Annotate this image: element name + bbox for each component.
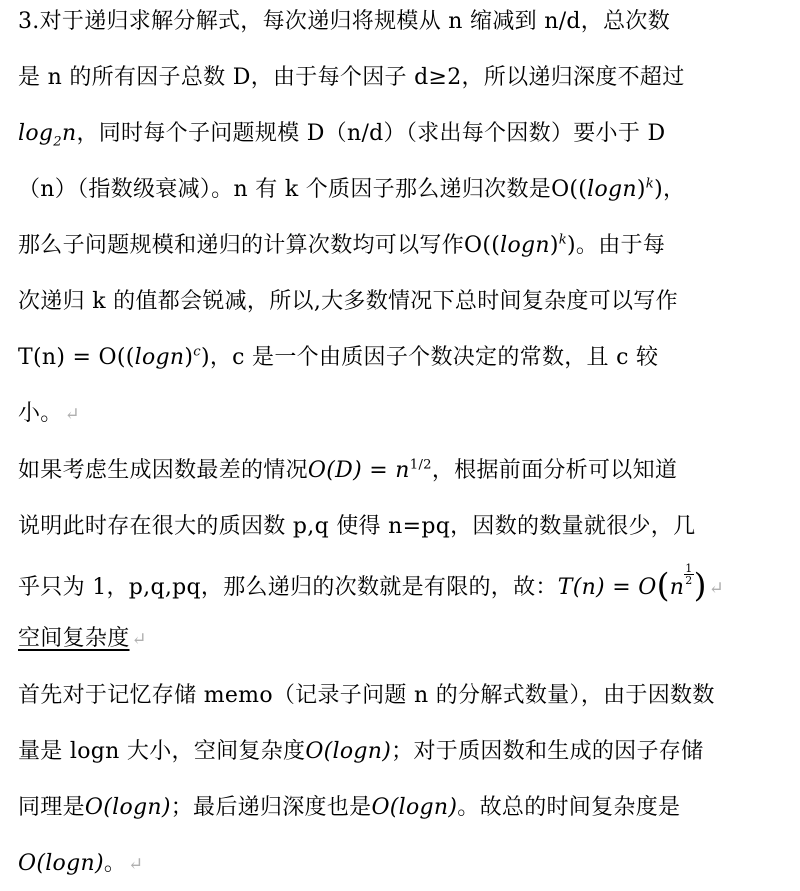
paragraph-mark-icon: ↵ <box>128 854 144 875</box>
text-span: 同理是 <box>18 795 85 820</box>
text-line <box>18 2 670 42</box>
text-span: )， <box>654 177 686 202</box>
text-span: 。故总的时间复杂度是 <box>457 795 681 820</box>
text-line <box>18 394 80 434</box>
text-line <box>18 788 680 828</box>
paragraph-mark-icon: ↵ <box>131 629 147 650</box>
text-span: 乎只为 1，p,q,pq，那么递归的次数就是有限的，故： <box>18 574 558 600</box>
math-span: logn <box>500 233 550 258</box>
math-span: T(n) = O <box>557 574 657 600</box>
math-superscript: c <box>193 344 201 360</box>
paragraph-mark-icon: ↵ <box>708 577 725 599</box>
text-line <box>18 844 144 884</box>
math-superscript: k <box>558 232 568 248</box>
math-span: logn <box>587 177 637 202</box>
math-span: n <box>669 574 685 600</box>
text-span: 首先对于记忆存储 memo（记录子问题 n 的分解式数量），由于因数数 <box>18 683 715 708</box>
math-span: n <box>61 121 77 146</box>
text-line <box>18 676 715 716</box>
text-span: （n）（指数级衰减）。n 有 k 个质因子那么递归次数是 <box>18 177 552 202</box>
math-span: T(n) = O(( <box>18 345 135 370</box>
text-span: 小。 <box>18 401 63 426</box>
text-span: ；最后递归深度也是 <box>170 795 372 820</box>
section-heading: 空间复杂度 <box>18 626 130 651</box>
text-line <box>18 507 695 547</box>
math-superscript: 1/2 <box>409 457 432 473</box>
math-span: O(logn) <box>18 851 104 876</box>
text-span: 说明此时存在很大的质因数 p,q 使得 n=pq，因数的数量就很少，几 <box>18 514 696 539</box>
math-span: O(logn) <box>371 795 458 820</box>
text-span: 是 n 的所有因子总数 D，由于每个因子 d≥2，所以递归深度不超过 <box>18 65 685 90</box>
math-span: O(logn) <box>305 739 392 764</box>
math-fraction <box>684 563 693 586</box>
math-span: O(( <box>464 233 501 258</box>
text-span: 3.对于递归求解分解式，每次递归将规模从 n 缩减到 n/d，总次数 <box>18 9 671 34</box>
text-line <box>18 170 685 210</box>
text-span: 。 <box>103 851 127 876</box>
text-span: )，c 是一个由质因子个数决定的常数，且 c 较 <box>200 345 659 370</box>
text-line <box>18 226 665 266</box>
math-span: O(D) = n <box>307 458 410 483</box>
paragraph-mark-icon: ↵ <box>64 404 80 425</box>
math-span: O(logn) <box>84 795 171 820</box>
fraction-numerator: 1 <box>685 562 693 575</box>
section-heading-line <box>18 619 147 659</box>
fraction-denominator: 2 <box>685 574 693 587</box>
text-line <box>18 282 678 322</box>
text-span: ，同时每个子问题规模 D（n/d）（求出每个因数）要小于 D <box>76 121 666 146</box>
math-superscript: k <box>645 176 655 192</box>
text-span: )。由于每 <box>567 233 666 258</box>
right-paren: ) <box>693 565 707 605</box>
left-paren: ( <box>656 565 670 605</box>
text-line <box>18 338 658 378</box>
text-line <box>18 58 685 98</box>
math-span: log <box>18 121 54 146</box>
text-span: ，根据前面分析可以知道 <box>431 458 678 483</box>
math-span: ) <box>549 233 559 258</box>
math-span: logn <box>134 345 185 370</box>
text-span: 那么子问题规模和递归的计算次数均可以写作 <box>18 233 465 258</box>
math-span: ) <box>636 177 646 202</box>
text-line <box>18 732 703 772</box>
math-span: O(( <box>551 177 588 202</box>
text-span: 如果考虑生成因数最差的情况 <box>18 458 308 483</box>
text-span: ；对于质因数和生成的因子存储 <box>391 739 704 764</box>
math-subscript: 2 <box>53 134 62 150</box>
text-span: 次递归 k 的值都会锐减，所以,大多数情况下总时间复杂度可以写作 <box>18 289 678 314</box>
math-span: ) <box>184 345 194 370</box>
text-span: 量是 logn 大小，空间复杂度 <box>18 739 306 764</box>
text-line <box>18 563 724 603</box>
text-line <box>18 451 677 491</box>
text-line <box>18 114 665 154</box>
